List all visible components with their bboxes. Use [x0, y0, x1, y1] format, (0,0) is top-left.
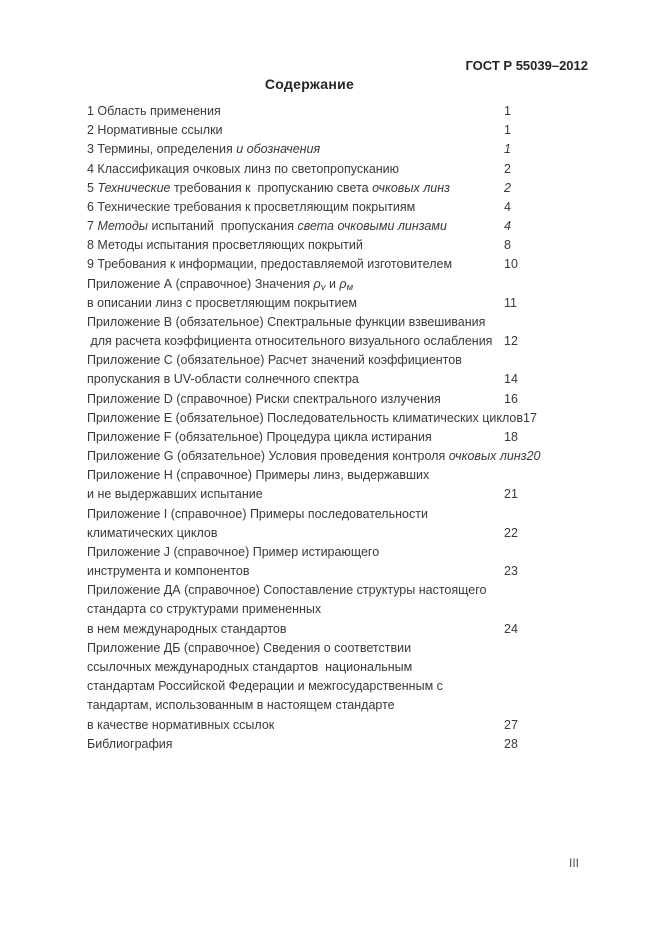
toc-row	[87, 639, 627, 658]
toc-page-number: 23	[504, 564, 518, 579]
toc-entry-text: Приложение F (обязательное) Процедура цикла истирания	[87, 429, 432, 444]
toc-row	[87, 198, 627, 217]
toc-row	[87, 485, 627, 504]
toc-entry-text: климатических циклов	[87, 525, 218, 540]
toc-page-number: 24	[504, 621, 518, 636]
toc-row	[87, 505, 627, 524]
toc-entry-text: 3 Термины, определения и обозначения	[87, 142, 321, 157]
toc-row	[87, 160, 627, 179]
toc-row	[87, 370, 627, 389]
toc-row	[87, 351, 627, 370]
toc-page-number: 4	[504, 219, 511, 234]
toc-entry-text: 5 Технические требования к пропусканию света очковых линз	[87, 180, 450, 195]
toc-page-number: 2	[504, 161, 511, 176]
page-title: Содержание	[264, 76, 355, 92]
toc-row	[87, 716, 627, 735]
toc-page-number: 20	[526, 449, 541, 464]
toc-entry-text: пропускания в UV-области солнечного спектра	[87, 372, 359, 387]
toc-entry-text: 9 Требования к информации, предоставляемой изготовителем	[87, 257, 453, 272]
toc-row	[87, 658, 627, 677]
folio-page-number: III	[569, 856, 580, 870]
toc-row	[87, 581, 627, 600]
toc-row	[87, 140, 627, 159]
toc-page-number: 8	[504, 238, 511, 253]
toc-entry-text: 4 Классификация очковых линз по светопропусканию	[87, 161, 400, 176]
toc-entry-text: 8 Методы испытания просветляющих покрытий	[87, 238, 363, 253]
toc-page-number: 1	[504, 104, 511, 118]
toc-list	[87, 102, 627, 754]
toc-entry-text: 6 Технические требования к просветляющим покрытиям	[87, 199, 416, 214]
toc-row	[87, 524, 627, 543]
toc-entry-text: Приложение G (обязательное) Условия проведения контроля очковых линз	[87, 449, 527, 464]
toc-entry-text: 1 Область применения	[87, 104, 221, 118]
toc-entry-text: 7 Методы испытаний пропускания света очковыми линзами	[87, 219, 447, 234]
toc-row	[87, 275, 627, 294]
toc-entry-text: Приложение C (обязательное) Расчет значений коэффициентов	[87, 353, 462, 368]
toc-entry-text: Приложение J (справочное) Пример истирающего	[87, 544, 380, 559]
toc-page-number: 16	[504, 391, 518, 406]
toc-entry-text: стандартам Российской Федерации и межгосударственным с	[87, 679, 443, 694]
toc-row	[87, 236, 627, 255]
toc-entry-text: Приложение ДА (справочное) Сопоставление структуры настоящего	[87, 583, 487, 598]
toc-entry-text: для расчета коэффициента относительного визуального ослабления	[87, 334, 493, 349]
toc-page-number: 18	[504, 429, 518, 444]
toc-entry-text: тандартам, использованным в настоящем стандарте	[87, 698, 395, 713]
toc-entry-text: и не выдержавших испытание	[87, 487, 263, 502]
toc-entry-text: в качестве нормативных ссылок	[87, 717, 275, 732]
toc-entry-text: ссылочных международных стандартов национальным	[87, 659, 413, 674]
toc-page-number: 1	[504, 123, 511, 138]
toc-row	[87, 390, 627, 409]
toc-row	[87, 696, 627, 715]
toc-row	[87, 102, 627, 121]
toc-entry-text: Библиография	[87, 736, 173, 751]
toc-entry-text: Приложение B (обязательное) Спектральные функции взвешивания	[87, 314, 486, 329]
toc-row	[87, 217, 627, 236]
toc-entry-text: стандарта со структурами примененных	[87, 602, 322, 617]
toc-entry-text: Приложение D (справочное) Риски спектрального излучения	[87, 391, 441, 406]
toc-entry-text: Приложение А (справочное) Значения ρv и ρм	[87, 276, 354, 293]
toc-row	[87, 447, 627, 466]
toc-row	[87, 543, 627, 562]
toc-page-number: 14	[504, 372, 518, 387]
toc-entry-text: в нем международных стандартов	[87, 621, 287, 636]
toc-page-number: 22	[504, 525, 518, 540]
toc-entry-text: 2 Нормативные ссылки	[87, 123, 223, 138]
toc-page-number: 2	[504, 180, 511, 195]
toc-row	[87, 600, 627, 619]
toc-entry-text: в описании линз с просветляющим покрытием	[87, 295, 358, 310]
toc-page-number: 27	[504, 717, 518, 732]
toc-entry-text: Приложение I (справочное) Примеры последовательности	[87, 506, 428, 521]
toc-row	[87, 677, 627, 696]
doc-code: ГОСТ Р 55039–2012	[465, 58, 588, 73]
toc-page-number: 21	[504, 487, 518, 502]
toc-page-number: 28	[504, 736, 518, 751]
toc-row	[87, 466, 627, 485]
toc-row	[87, 313, 627, 332]
toc-page-number: 17	[523, 410, 537, 425]
toc-page-number: 10	[504, 257, 518, 272]
toc-row	[87, 409, 627, 428]
toc-page-number: 1	[504, 142, 511, 157]
toc-row	[87, 121, 627, 140]
toc-page-number: 11	[504, 295, 517, 310]
toc-page-number: 12	[504, 334, 518, 349]
toc-entry-text: инструмента и компонентов	[87, 564, 250, 579]
toc-row	[87, 620, 627, 639]
toc-row	[87, 255, 627, 274]
toc-row	[87, 562, 627, 581]
toc-row	[87, 735, 627, 754]
toc-entry-text: Приложение ДБ (справочное) Сведения о соответствии	[87, 640, 412, 655]
toc-row	[87, 179, 627, 198]
toc-row	[87, 332, 627, 351]
toc-row	[87, 428, 627, 447]
toc-entry-text: Приложение H (справочное) Примеры линз, выдержавших	[87, 468, 430, 483]
toc-row	[87, 294, 627, 313]
toc-page-number: 4	[504, 199, 511, 214]
toc-entry-text: Приложение E (обязательное) Последовательность климатических циклов	[87, 410, 523, 425]
